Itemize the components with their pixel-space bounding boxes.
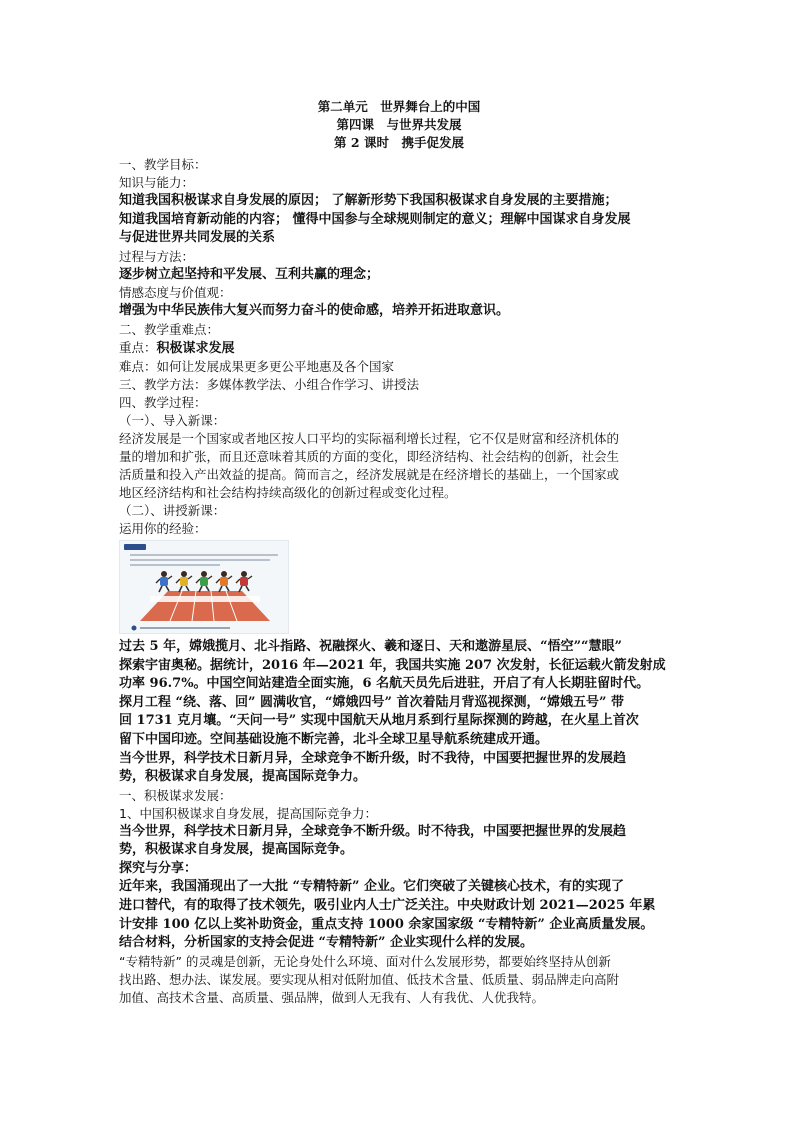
keypoints-heading: 二、教学重难点：: [119, 321, 220, 337]
knowledge-label: 知识与能力：: [119, 175, 195, 190]
experience-label: 运用你的经验：: [119, 521, 207, 536]
goals-heading: 一、教学目标：: [119, 157, 207, 172]
document-page: [119, 98, 679, 1007]
explore-line: 进口替代，有的取得了技术领先，吸引业内人士广泛关注。中央财政计划 2021—2025 年累: [119, 898, 656, 914]
textbook-illustration-icon: [119, 540, 289, 634]
section1-heading: 一、积极谋求发展：: [119, 787, 232, 803]
methods-line: 三、教学方法：多媒体教学法、小组合作学习、讲授法: [119, 377, 420, 392]
explore-line: 计安排 100 亿以上奖补助资金，重点支持 1000 余家国家级 “专精特新” 企业高质量发展。: [119, 916, 654, 932]
process-text: 逐步树立起坚持和平发展、互利共赢的理念；: [119, 266, 380, 282]
space-line: 当今世界，科学技术日新月异，全球竞争不断升级，时不我待，中国要把握世界的发展趋: [119, 750, 627, 766]
answer-paragraph: [119, 953, 679, 1007]
procedure-heading: 四、教学过程：: [119, 395, 207, 410]
intro-line: 量的增加和扩张，而且还意味着其质的方面的变化，即经济结构、社会结构的创新，社会生: [119, 449, 620, 464]
lesson-title: 第四课 与世界共发展: [336, 117, 462, 132]
section1-sub: 1、中国积极谋求自身发展，提高国际竞争力：: [119, 805, 377, 821]
space-line: 势，积极谋求自身发展，提高国际竞争力。: [119, 769, 367, 785]
answer-line: 找出路、想办法、谋发展。要实现从相对低附加值、低技术含量、低质量、弱品牌走向高附: [119, 971, 620, 987]
knowledge-line: 知道我国积极谋求自身发展的原因； 了解新形势下我国积极谋求自身发展的主要措施；: [119, 193, 618, 208]
knowledge-line: 知道我国培育新动能的内容； 懂得中国参与全球规则制定的意义；理解中国谋求自身发展: [119, 211, 631, 227]
explore-line: 结合材料，分析国家的支持会促进 “专精特新” 企业实现什么样的发展。: [119, 935, 534, 951]
intro-line: 活质量和投入产出效益的提高。简而言之，经济发展就是在经济增长的基础上，一个国家或: [119, 467, 620, 482]
process-label: 过程与方法：: [119, 248, 195, 264]
section1-line: 当今世界，科学技术日新月异，全球竞争不断升级。时不待我，中国要把握世界的发展趋: [119, 823, 627, 839]
explore-paragraph: [119, 878, 679, 952]
key-label: 重点：: [119, 339, 157, 355]
space-line: 探月工程 “绕、落、回” 圆满收官，“嫦娥四号” 首次着陆月背巡视探测，“嫦娥五号” 带: [119, 694, 624, 710]
explore-line: 近年来，我国涌现出了一大批 “专精特新” 企业。它们突破了关键核心技术，有的实现了: [119, 879, 625, 895]
unit-title: 第二单元 世界舞台上的中国: [317, 99, 481, 114]
lecture-label: （二）、讲授新课：: [119, 503, 226, 518]
intro-line: 地区经济结构和社会结构持续高级化的创新过程或变化过程。: [119, 485, 457, 500]
illustration-svg: [120, 541, 288, 633]
intro-label: （一）、导入新课：: [119, 413, 226, 428]
key-point: [119, 339, 679, 359]
key-text: 积极谋求发展: [156, 340, 235, 356]
explore-label: 探究与分享：: [119, 860, 198, 876]
section1-line: 势，积极谋求自身发展，提高国际竞争。: [119, 842, 354, 858]
answer-line: 加值、高技术含量、高质量、强品牌，做到人无我有、人有我优、人优我特。: [119, 989, 545, 1005]
difficult-point: 难点：如何让发展成果更多更公平地惠及各个国家: [119, 359, 395, 374]
space-paragraph: [119, 638, 679, 787]
answer-line: “专精特新” 的灵魂是创新，无论身处什么环境、面对什么发展形势，都要始终坚持从创新: [119, 953, 611, 969]
space-line: 探索宇宙奥秘。据统计，2016 年—2021 年，我国共实施 207 次发射，长征运载火箭发射成: [119, 657, 666, 673]
attitude-text: 增强为中华民族伟大复兴而努力奋斗的使命感，培养开拓进取意识。: [119, 303, 510, 318]
period-title: 第 2 课时 携手促发展: [334, 135, 464, 150]
title-block: [119, 98, 679, 152]
space-line: 留下中国印迹。空间基础设施不断完善，北斗全球卫星导航系统建成开通。: [119, 731, 549, 747]
space-line: 回 1731 克月壤。“天问一号” 实现中国航天从地月系到行星际探测的跨越，在火星上首次: [119, 713, 639, 729]
knowledge-line: 与促进世界共同发展的关系: [119, 230, 276, 245]
intro-line: 经济发展是一个国家或者地区按人口平均的实际福利增长过程，它不仅是财富和经济机体的: [119, 431, 620, 446]
section1-paragraph: [119, 823, 679, 860]
space-line: 过去 5 年，嫦娥揽月、北斗指路、祝融探火、羲和逐日、天和遨游星辰、“悟空”“慧眼”: [119, 639, 623, 654]
illustration-badge-icon: [124, 544, 146, 550]
space-line: 功率 96.7%。中国空间站建造全面实施，6 名航天员先后进驻，开启了有人长期驻留时代。: [119, 676, 650, 692]
attitude-label: 情感态度与价值观：: [119, 285, 232, 300]
